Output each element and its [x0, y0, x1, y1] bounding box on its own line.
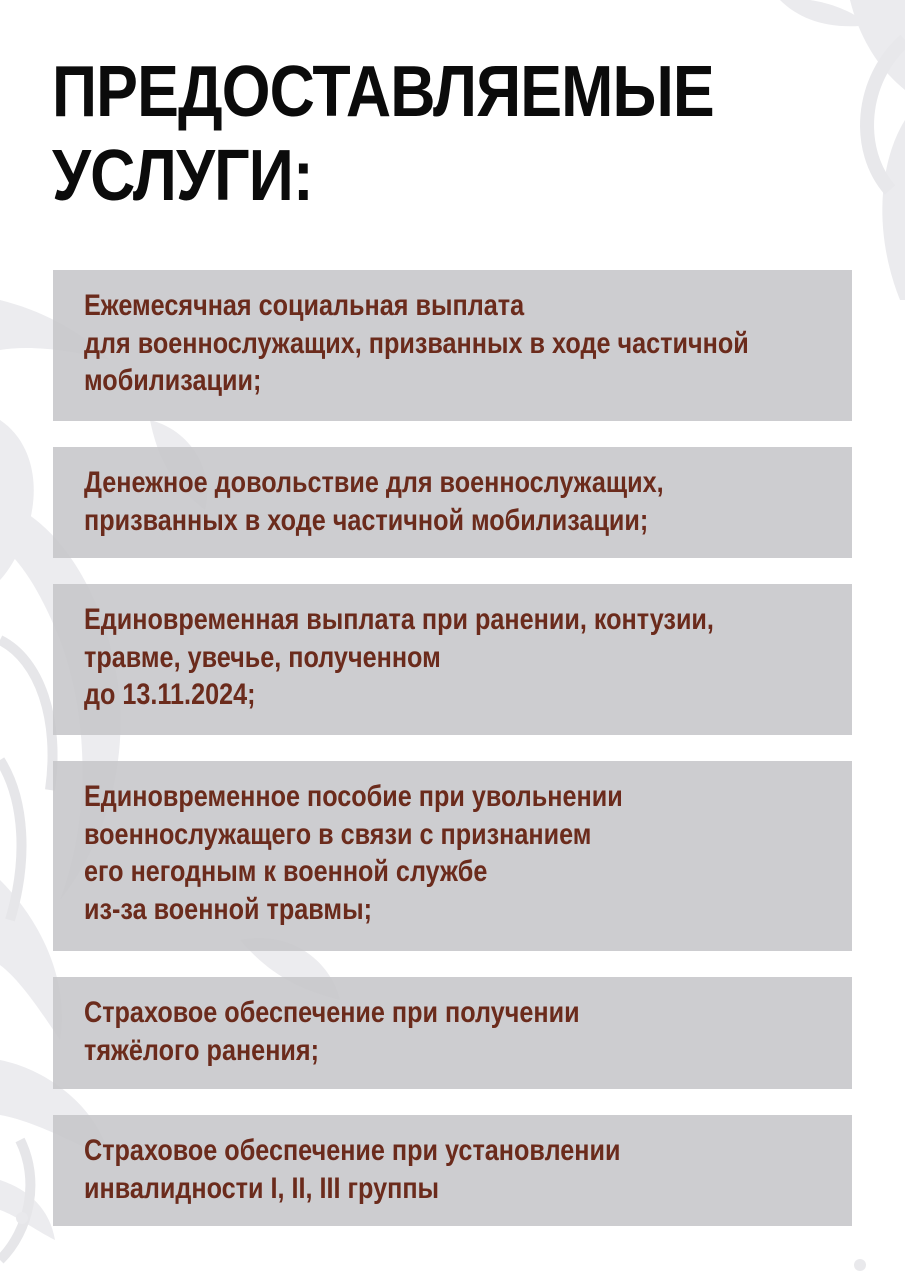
service-text: Денежное довольствие для военнослужащих, призванных в ходе частичной мобилизации; [84, 466, 664, 537]
page-title-line-1: ПРЕДОСТАВЛЯЕМЫЕ [52, 52, 714, 132]
service-text: Страховое обеспечение при установлении инвалидности I, II, III группы [84, 1134, 621, 1205]
service-card-injury-lump-sum [53, 584, 852, 735]
page-title-line-2: УСЛУГИ: [52, 136, 313, 216]
page-title [52, 50, 765, 218]
service-card-monthly-social-payment [53, 270, 852, 421]
service-card-monetary-allowance [53, 447, 852, 558]
service-text: Страховое обеспечение при получении тяжёлого ранения; [84, 996, 580, 1067]
service-card-severe-wound-insurance [53, 977, 852, 1089]
service-card-discharge-allowance [53, 761, 852, 951]
service-text: Единовременная выплата при ранении, контузии, травме, увечье, полученном до 13.11.2024; [84, 603, 714, 711]
service-card-disability-insurance [53, 1115, 852, 1226]
service-text: Единовременное пособие при увольнении военнослужащего в связи с признанием его негодным к военной службе из-за военной травмы; [84, 780, 623, 926]
service-text: Ежемесячная социальная выплата для военнослужащих, призванных в ходе частичной мобилизации; [84, 289, 749, 397]
